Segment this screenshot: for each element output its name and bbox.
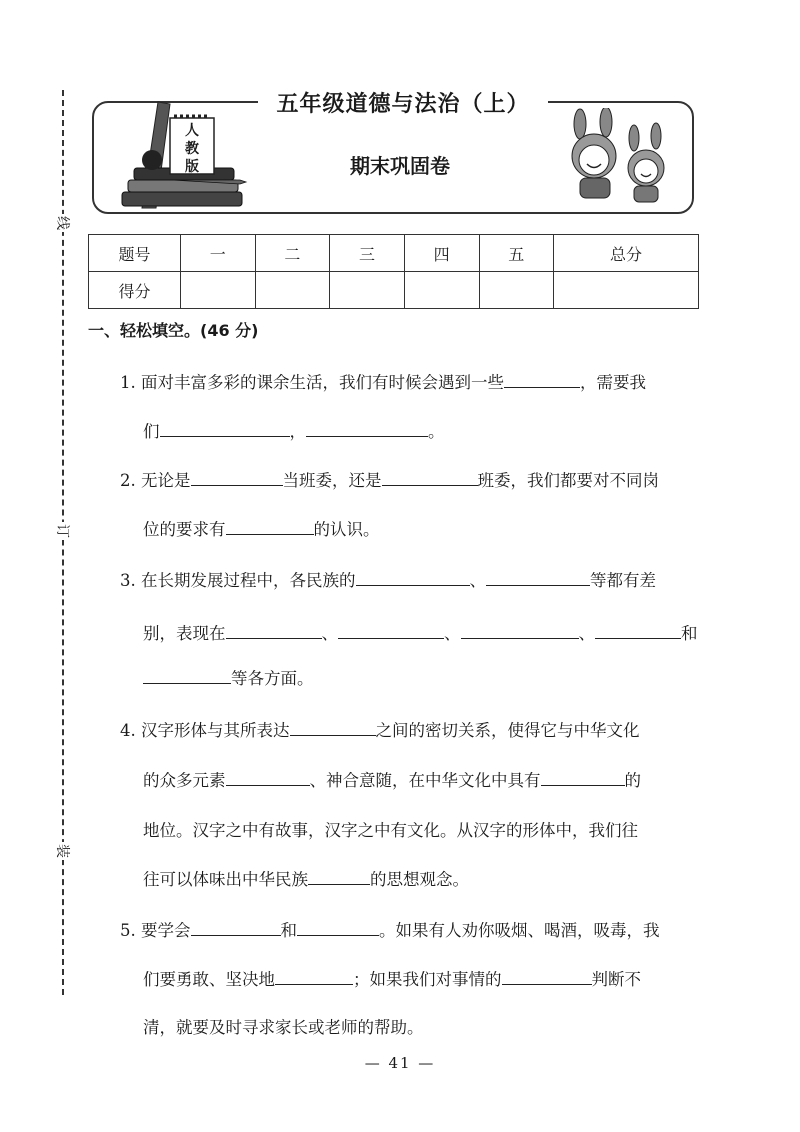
question-5-line-1 [120,919,660,943]
question-text: 等各方面。 [231,669,314,688]
score-cell[interactable] [404,272,479,309]
question-4-line-4 [143,868,469,892]
question-text: 、 [578,624,595,643]
score-cell[interactable] [554,272,699,309]
question-5-line-3 [143,1016,424,1040]
question-3-line-1 [120,569,656,593]
table-header-cell: 题号 [89,235,181,272]
score-table-header-row [89,235,699,272]
answer-blank[interactable] [297,919,379,936]
bunny-kids-illustration [562,108,674,208]
edition-badge [180,122,204,176]
question-text: 、 [444,624,461,643]
page-number: — 41 — [364,1054,436,1072]
question-text: 的思想观念。 [370,870,469,889]
question-2-line-2 [143,518,380,542]
binding-char-ding: 订 [54,524,70,538]
question-text: 4. 汉字形体与其所表达 [120,721,290,740]
question-text: ， [289,422,306,441]
question-1-line-1 [120,371,646,395]
question-3-line-3 [143,667,314,691]
question-text: 的认识。 [313,520,380,539]
score-cell[interactable] [479,272,554,309]
score-table [88,234,699,309]
question-text: 和 [280,921,297,940]
answer-blank[interactable] [290,719,376,736]
question-text: 、 [321,624,338,643]
binding-char-xian: 线 [54,216,70,230]
answer-blank[interactable] [191,919,281,936]
question-text: 。 [428,422,445,441]
question-4-line-1 [120,719,640,743]
page-title: 五年级道德与法治（上） [258,90,548,120]
answer-blank[interactable] [338,622,444,639]
badge-char: 版 [185,159,199,175]
answer-blank[interactable] [143,667,231,684]
question-text: 和 [681,624,698,643]
answer-blank[interactable] [541,769,625,786]
table-header-cell: 四 [404,235,479,272]
badge-char: 人 [185,123,199,139]
table-header-cell: 总分 [554,235,699,272]
question-3-line-2 [143,622,698,646]
answer-blank[interactable] [461,622,579,639]
answer-blank[interactable] [226,769,310,786]
question-4-line-2 [143,769,641,793]
table-header-cell: 一 [181,235,256,272]
question-text: 当班委，还是 [282,471,382,490]
score-cell[interactable] [255,272,330,309]
question-text: 别，表现在 [143,624,226,643]
score-cell[interactable] [330,272,405,309]
question-1-line-2 [143,420,445,444]
question-text: 们 [143,422,160,441]
question-4-line-3 [143,819,638,843]
question-text: 之间的密切关系，使得它与中华文化 [375,721,640,740]
question-text: 5. 要学会 [120,921,191,940]
question-2-line-1 [120,469,659,493]
answer-blank[interactable] [595,622,681,639]
table-header-cell: 三 [330,235,405,272]
question-text: 、神合意随，在中华文化中具有 [309,771,541,790]
binding-char-zhuang: 装 [54,844,70,858]
question-text: 3. 在长期发展过程中，各民族的 [120,571,356,590]
answer-blank[interactable] [275,968,353,985]
answer-blank[interactable] [226,518,314,535]
answer-blank[interactable] [160,420,290,437]
question-text: 班委，我们都要对不同岗 [477,471,659,490]
section-title: 一、轻松填空。(46 分) [88,321,259,340]
table-row-label: 得分 [89,272,181,309]
answer-blank[interactable] [356,569,470,586]
question-text: 1. 面对丰富多彩的课余生活，我们有时候会遇到一些 [120,373,504,392]
answer-blank[interactable] [486,569,590,586]
question-text: 的 [624,771,641,790]
question-text: 。如果有人劝你吸烟、喝酒，吸毒，我 [379,921,660,940]
question-text: 判断不 [591,970,641,989]
answer-blank[interactable] [226,622,322,639]
answer-blank[interactable] [502,968,592,985]
score-cell[interactable] [181,272,256,309]
question-text: 、 [469,571,486,590]
question-text: ，需要我 [580,373,646,392]
question-text: 清，就要及时寻求家长或老师的帮助。 [143,1018,424,1037]
page-subtitle: 期末巩固卷 [350,154,450,178]
question-text: 的众多元素 [143,771,226,790]
answer-blank[interactable] [191,469,283,486]
answer-blank[interactable] [306,420,428,437]
question-5-line-2 [143,968,641,992]
question-text: 们要勇敢、坚决地 [143,970,275,989]
question-text: ；如果我们对事情的 [353,970,502,989]
badge-char: 教 [185,141,199,157]
question-text: 等都有差 [590,571,656,590]
score-table-score-row [89,272,699,309]
question-text: 往可以体味出中华民族 [143,870,308,889]
answer-blank[interactable] [308,868,370,885]
answer-blank[interactable] [382,469,478,486]
table-header-cell: 五 [479,235,554,272]
answer-blank[interactable] [504,371,580,388]
question-text: 2. 无论是 [120,471,191,490]
question-text: 地位。汉字之中有故事，汉字之中有文化。从汉字的形体中，我们往 [143,821,638,840]
question-text: 位的要求有 [143,520,226,539]
table-header-cell: 二 [255,235,330,272]
